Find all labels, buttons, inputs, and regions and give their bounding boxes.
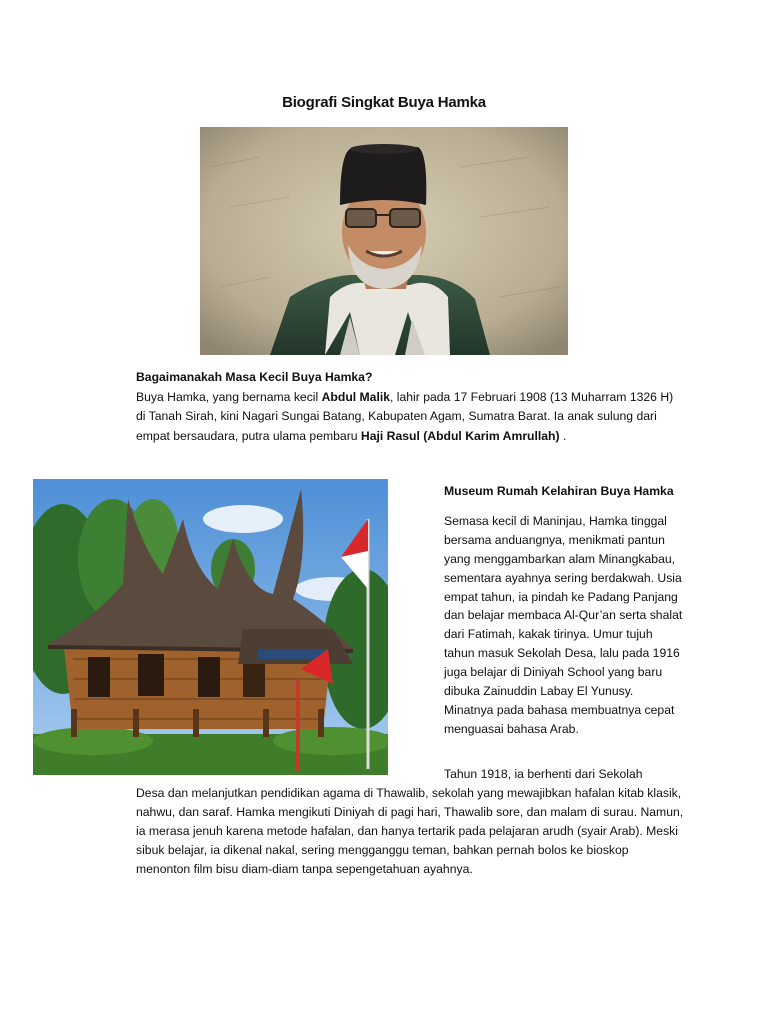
childhood-section — [136, 368, 684, 446]
childhood-heading: Bagaimanakah Masa Kecil Buya Hamka? — [136, 370, 373, 384]
childhood-father-bold: Haji Rasul (Abdul Karim Amrullah) — [360, 428, 560, 443]
museum-paragraph-2-start: Tahun 1918, ia berhenti dari Sekolah — [444, 767, 643, 781]
document-title: Biografi Singkat Buya Hamka — [282, 94, 486, 111]
childhood-text-b: , lahir pada 17 Februari 1908 (13 Muharram 1326 H) di Tanah Sirah, kini Nagari Sungai Batang, Kabupaten Agam, Sumatra Barat. Ia anak sulung dari empat bersaudara, putra ulama pembaru — [136, 389, 674, 443]
portrait-image — [200, 127, 568, 355]
museum-paragraph-1: Semasa kecil di Maninjau, Hamka tinggal bersama anduangnya, menikmati pantun yang menggambarkan alam Minangkabau, sementara ayahnya sering berdakwah. Usia empat tahun, ia pindah ke Padang Panjang dan belajar membaca Al-Qur’an serta shalat dari Fatimah, kakak tirinya. Umur tujuh tahun masuk Sekolah Desa, lalu pada 1916 juga belajar di Diniyah School yang baru dibuka Zainuddin Labay El Yunusy. Minatnya pada bahasa membuatnya cepat menguasai bahasa Arab. — [444, 513, 683, 736]
rumah-gadang-image — [33, 479, 388, 775]
museum-section — [444, 482, 684, 739]
museum-heading: Museum Rumah Kelahiran Buya Hamka — [444, 484, 674, 498]
museum-paragraph-2-rest: Desa dan melanjutkan pendidikan agama di Thawalib, sekolah yang mewajibkan hafalan kitab klasik, nahwu, dan saraf. Hamka mengikuti Diniyah di pagi hari, Thawalib sore, dan malam di surau. Namun, ia merasa jenuh karena metode hafalan, dan hanya tertarik pada pelajaran arudh (syair Arab). Meski sibuk belajar, ia dikenal nakal, sering mengganggu teman, bahkan pernah bolos ke bioskop menonton film bisu diam-diam tanpa sepengetahuan ayahnya. — [136, 786, 684, 876]
childhood-text-c: . — [559, 428, 567, 443]
childhood-text-a: Buya Hamka, yang bernama kecil — [136, 389, 322, 404]
childhood-name-bold: Abdul Malik — [321, 389, 391, 404]
